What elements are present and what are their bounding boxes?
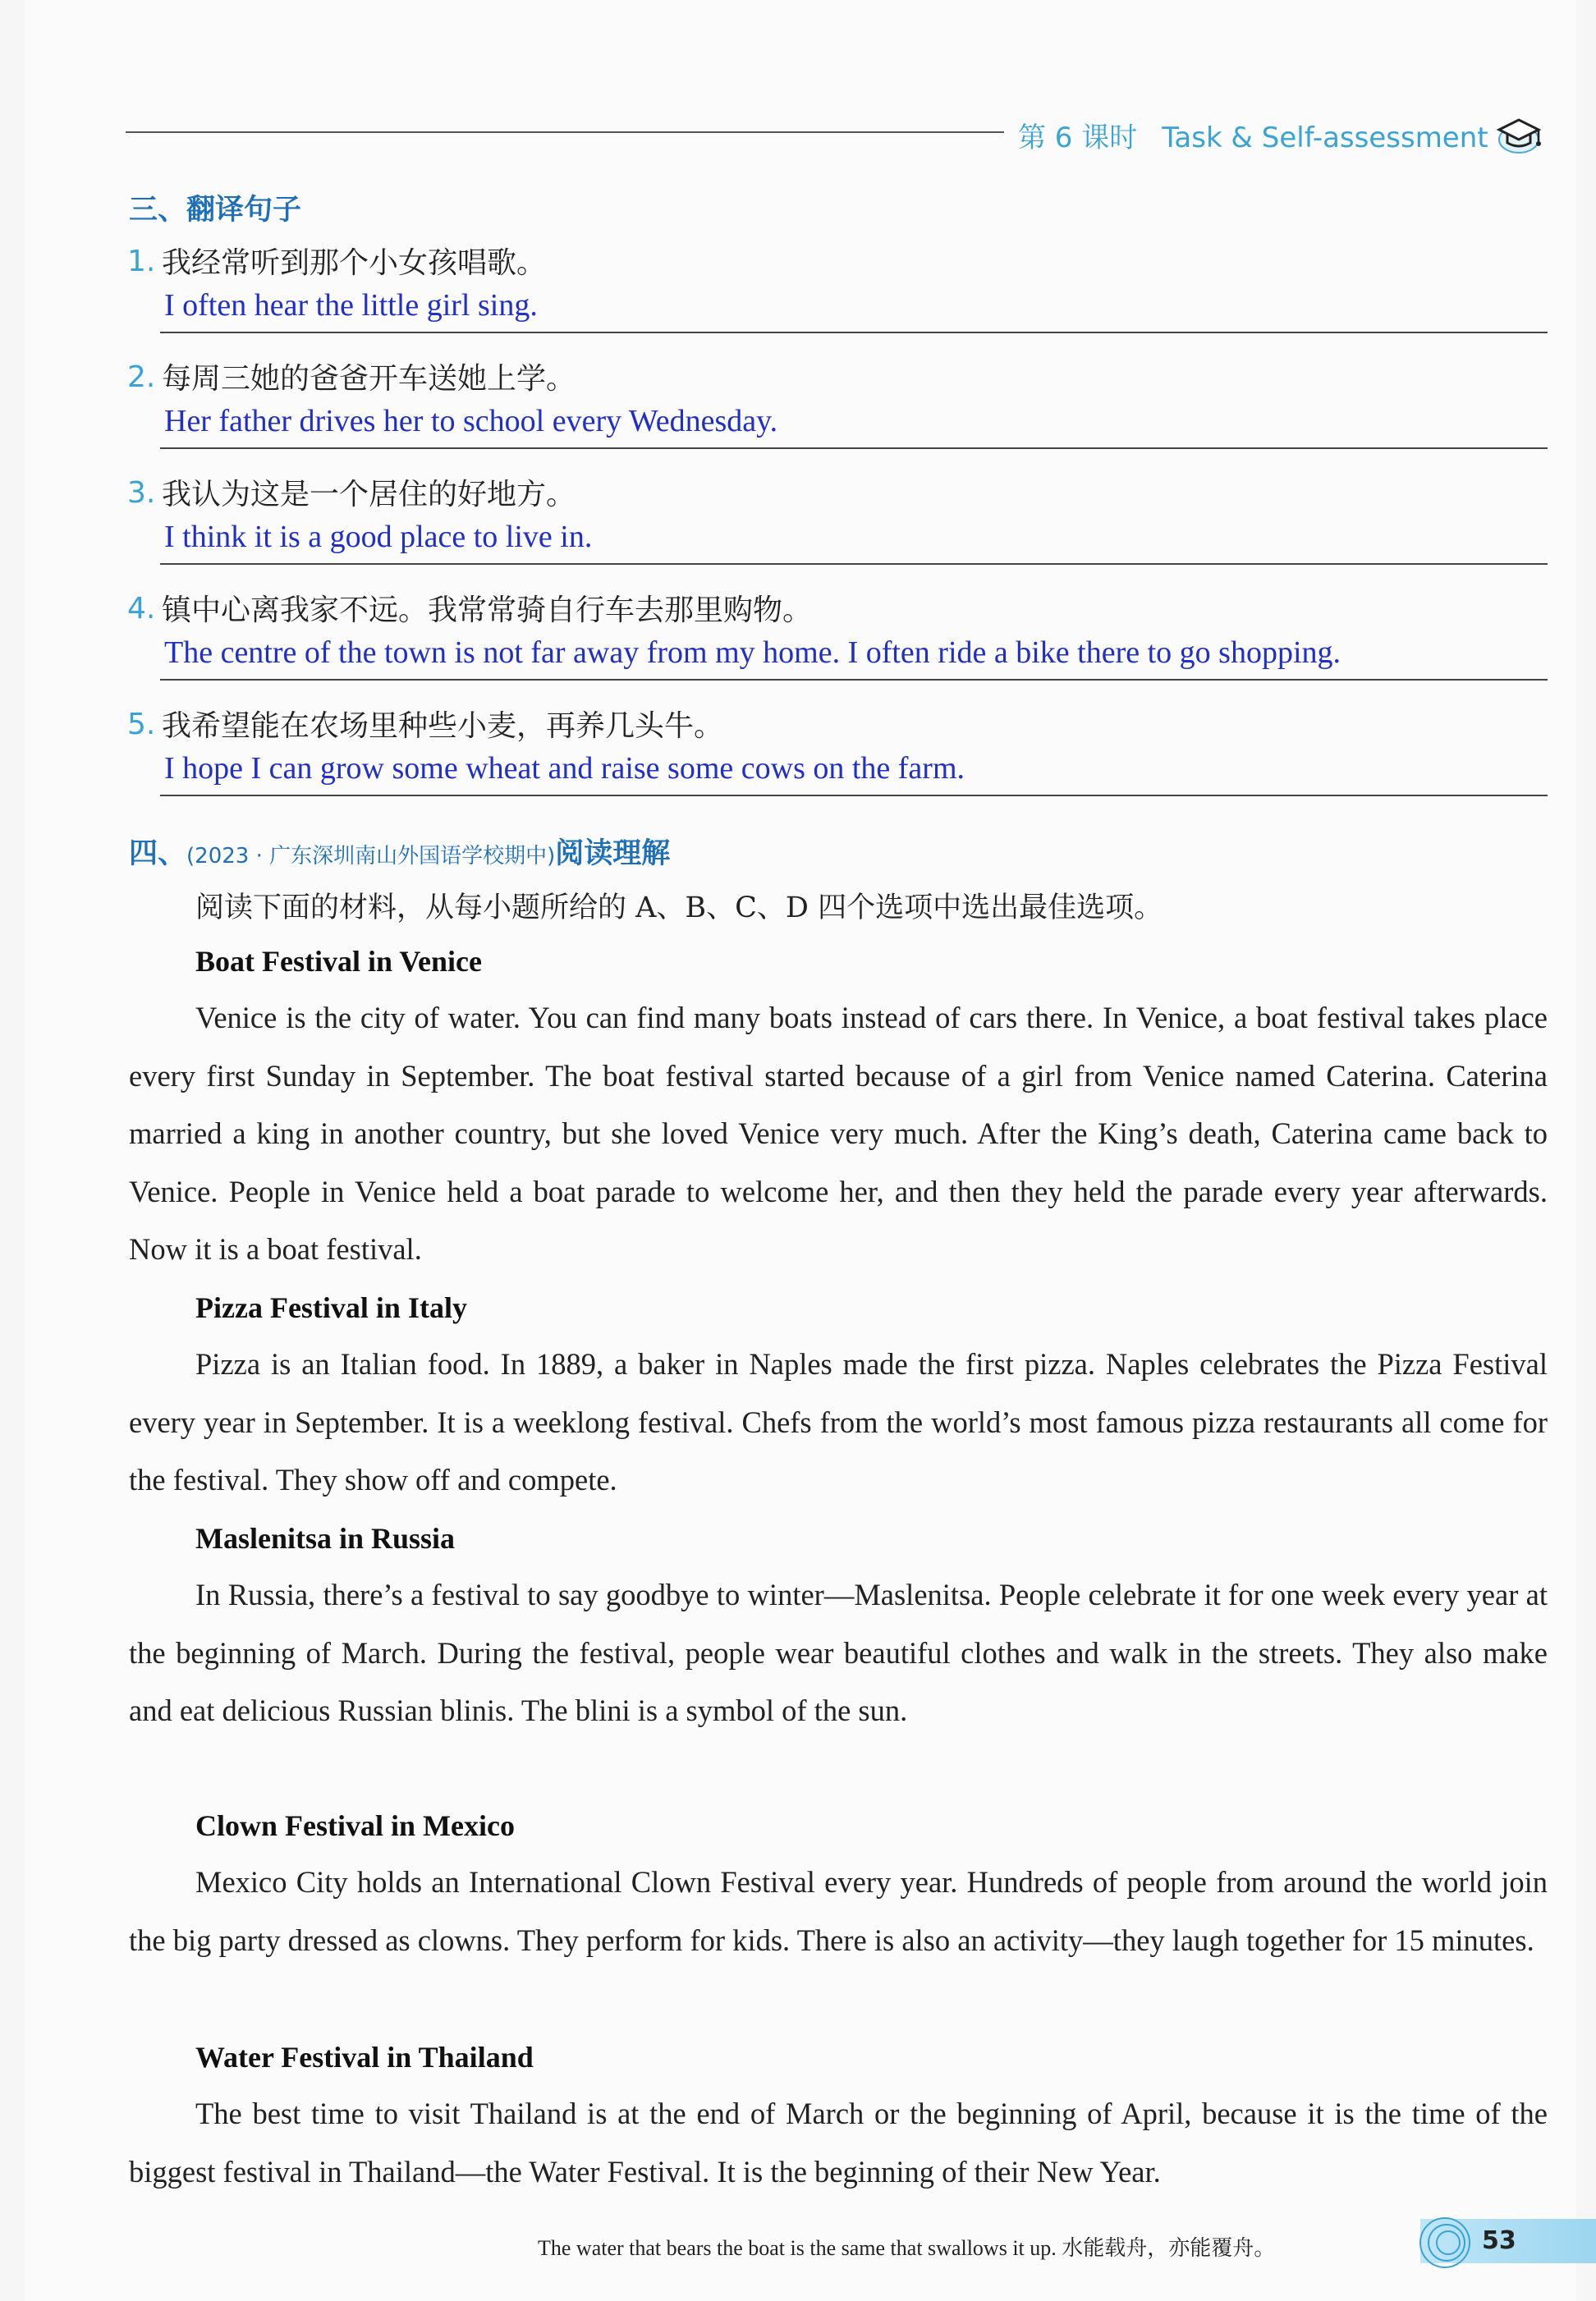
article-text: In Russia, there’s a festival to say goodbye to winter—Maslenitsa. People celebrate it for one week every year at the beginning of March. During the festival, people wear beautiful clothes and walk in the streets. They also make and eat delicious Russian blinis. The blini is a symbol of the sun.	[129, 1578, 1548, 1727]
answer-english: I hope I can grow some wheat and raise some cows on the farm.	[164, 751, 965, 786]
section-3-title: 三、翻译句子	[129, 194, 302, 227]
answer-english: I often hear the little girl sing.	[164, 288, 538, 323]
spiral-icon	[1412, 2210, 1478, 2276]
question-chinese: 镇中心离我家不远。我常常骑自行车去那里购物。	[162, 594, 813, 627]
article-text: Pizza is an Italian food. In 1889, a baker in Naples made the first pizza. Naples celebrates the Pizza Festival every year in September. It is a weeklong festival. Chefs from the world’s most famous pizza restaurants all come for the festival. They show off and compete.	[129, 1347, 1548, 1497]
lesson-label: 第 6 课时	[1018, 121, 1138, 154]
section-4-prefix: 四、	[129, 837, 187, 870]
answer-line	[160, 447, 1548, 449]
header-rule	[126, 131, 1004, 133]
lesson-title: Task & Self-assessment	[1162, 121, 1488, 154]
article-title: Pizza Festival in Italy	[195, 1291, 467, 1324]
question-chinese: 我经常听到那个小女孩唱歌。	[162, 246, 547, 280]
answer-line	[160, 563, 1548, 565]
article-title: Clown Festival in Mexico	[195, 1809, 515, 1842]
section-4-title	[129, 831, 670, 872]
page	[25, 0, 1576, 2301]
question-number: 5.	[127, 708, 156, 741]
answer-line	[160, 332, 1548, 333]
question-chinese: 我希望能在农场里种些小麦，再养几头牛。	[162, 709, 724, 743]
article-title: Water Festival in Thailand	[195, 2041, 534, 2074]
article-text: Mexico City holds an International Clown Festival every year. Hundreds of people from around the world join the big party dressed as clowns. They perform for kids. There is also an activity—they laugh together for 15 minutes.	[129, 1865, 1548, 1957]
graduation-cap-icon	[1494, 112, 1543, 158]
article-title: Maslenitsa in Russia	[195, 1522, 456, 1555]
article-text: Venice is the city of water. You can find many boats instead of cars there. In Venice, a boat festival takes place every first Sunday in September. The boat festival started because of a girl from Venice named Caterina. Caterina married a king in another country, but she loved Venice very much. After the King’s death, Caterina came back to Venice. People in Venice held a boat parade to welcome her, and then they held the parade every year afterwards. Now it is a boat festival.	[129, 1001, 1548, 1266]
page-header	[1018, 115, 1488, 155]
question-number: 4.	[127, 592, 156, 626]
answer-english: Her father drives her to school every Wednesday.	[164, 404, 778, 438]
footer-quote: The water that bears the boat is the same that swallows it up. 水能载舟，亦能覆舟。	[538, 2236, 1276, 2260]
article-title: Boat Festival in Venice	[195, 945, 482, 978]
section-4-label: 阅读理解	[555, 837, 671, 870]
question-chinese: 我认为这是一个居住的好地方。	[162, 478, 576, 511]
article-text: The best time to visit Thailand is at the end of March or the beginning of April, because it is the time of the biggest festival in Thailand—the Water Festival. It is the beginning of their New Year.	[129, 2097, 1548, 2189]
answer-line	[160, 679, 1548, 681]
page-number: 53	[1482, 2226, 1516, 2255]
answer-english: I think it is a good place to live in.	[164, 520, 593, 554]
reading-instruction: 阅读下面的材料，从每小题所给的 A、B、C、D 四个选项中选出最佳选项。	[195, 892, 1163, 924]
question-number: 3.	[127, 476, 156, 510]
question-number: 2.	[127, 360, 156, 394]
answer-english: The centre of the town is not far away from my home. I often ride a bike there to go shopping.	[164, 635, 1341, 670]
question-chinese: 每周三她的爸爸开车送她上学。	[162, 362, 576, 396]
section-4-source: (2023 · 广东深圳南山外国语学校期中)	[186, 844, 556, 869]
question-number: 1.	[127, 245, 156, 278]
answer-line	[160, 795, 1548, 796]
